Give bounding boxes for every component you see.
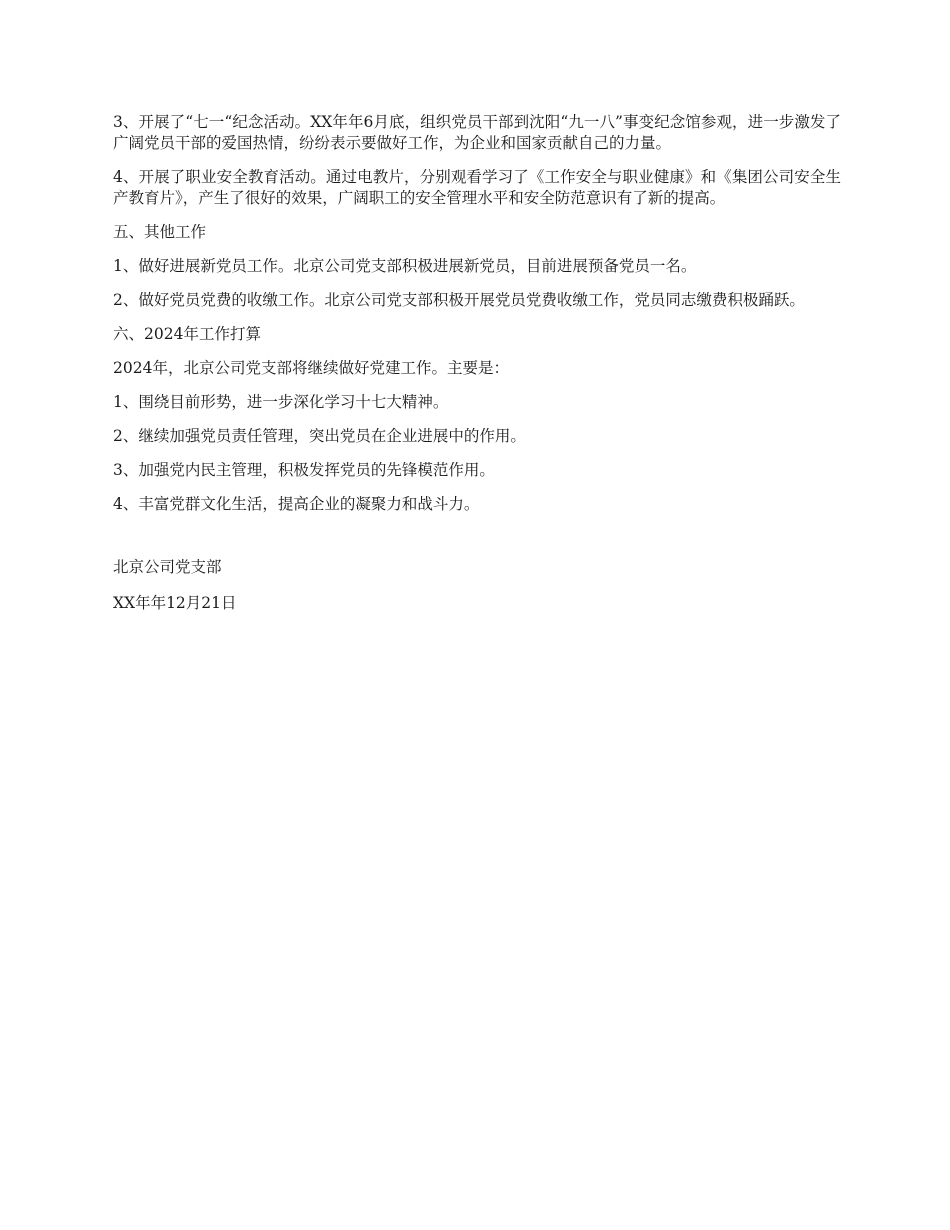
paragraph-new-members: 1、做好进展新党员工作。北京公司党支部积极进展新党员，目前进展预备党员一名。 bbox=[113, 257, 697, 275]
plan-item-1: 1、围绕目前形势，进一步深化学习十七大精神。 bbox=[113, 393, 449, 411]
signature-organization: 北京公司党支部 bbox=[113, 558, 222, 576]
paragraph-plan-intro: 2024年，北京公司党支部将继续做好党建工作。主要是： bbox=[113, 359, 509, 377]
paragraph-safety-education: 4、开展了职业安全教育活动。通过电教片，分别观看学习了《工作安全与职业健康》和《集团公司安全生产教育片》，产生了很好的效果，广阔职工的安全管理水平和安全防范意识有了新的提高。 bbox=[113, 168, 841, 207]
plan-item-4: 4、丰富党群文化生活，提高企业的凝聚力和战斗力。 bbox=[113, 495, 480, 513]
plan-item-2: 2、继续加强党员责任管理，突出党员在企业进展中的作用。 bbox=[113, 427, 526, 445]
plan-item-3: 3、加强党内民主管理，积极发挥党员的先锋模范作用。 bbox=[113, 461, 495, 479]
paragraph-activity-july-first: 3、开展了“七一“纪念活动。XX年年6月底，组织党员干部到沈阳“九一八”事变纪念馆参观，进一步激发了广阔党员干部的爱国热情，纷纷表示要做好工作，为企业和国家贡献自己的力量。 bbox=[113, 113, 841, 152]
signature-date: XX年年12月21日 bbox=[113, 594, 237, 612]
signature-block bbox=[113, 557, 841, 614]
section-heading-other-work: 五、其他工作 bbox=[113, 223, 207, 241]
paragraph-membership-dues: 2、做好党员党费的收缴工作。北京公司党支部积极开展党员党费收缴工作，党员同志缴费积极踊跃。 bbox=[113, 291, 805, 309]
section-heading-work-plan: 六、2024年工作打算 bbox=[113, 325, 261, 343]
document-page bbox=[113, 112, 841, 614]
